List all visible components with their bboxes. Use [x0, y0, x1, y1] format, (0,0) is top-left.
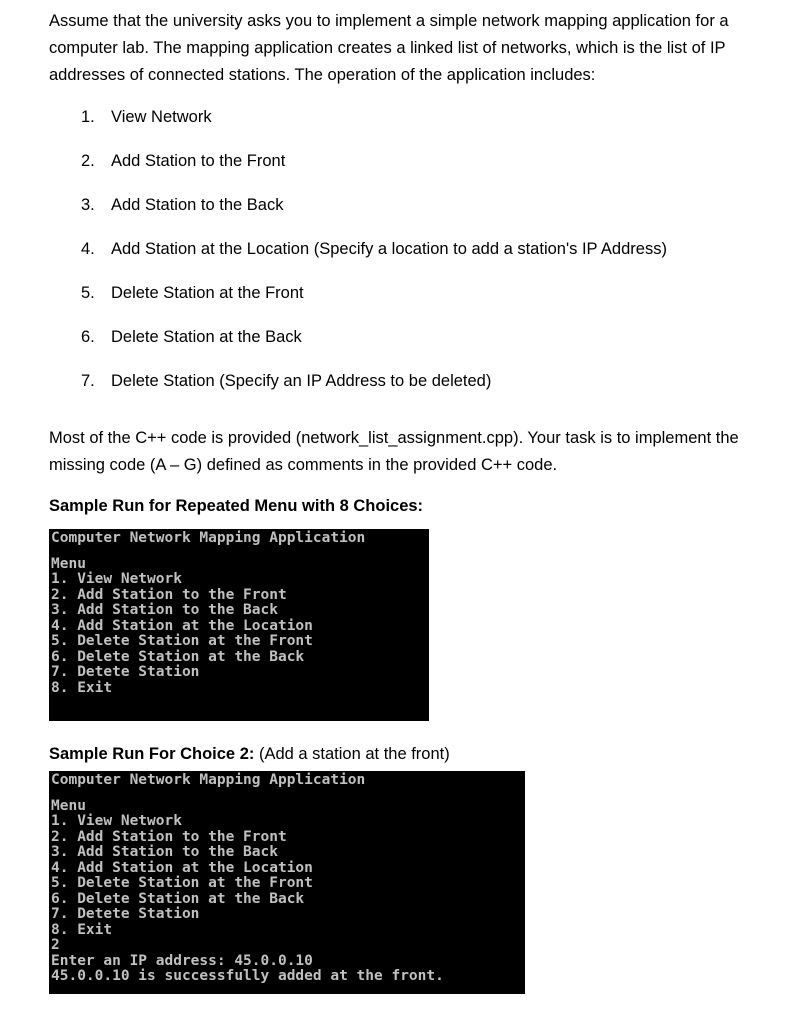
list-item	[81, 327, 789, 371]
list-item-label: View Network	[111, 108, 212, 126]
console-line: 3. Add Station to the Back	[51, 844, 278, 860]
console-line: 4. Add Station at the Location	[51, 859, 313, 876]
list-item-label: Delete Station (Specify an IP Address to be deleted)	[111, 372, 492, 390]
sample-run-2-heading-bold: Sample Run For Choice 2:	[49, 745, 255, 763]
console-line: 6. Delete Station at the Back	[51, 890, 305, 907]
console-user-input: 2	[51, 937, 60, 953]
sample-run-2-heading	[49, 743, 789, 765]
console-line: 4. Add Station at the Location	[51, 617, 313, 634]
task-paragraph: Most of the C++ code is provided (network_list_assignment.cpp). Your task is to implement the missing code (A – G) defined as comments in the provided C++ code.	[49, 429, 739, 474]
console-line: 8. Exit	[51, 679, 113, 696]
list-item-number: 7.	[81, 372, 95, 390]
console-line: 5. Delete Station at the Front	[51, 875, 313, 891]
list-item-number: 5.	[81, 284, 95, 302]
list-item-label: Delete Station at the Back	[111, 328, 302, 346]
console-title: Computer Network Mapping Application	[51, 530, 366, 546]
list-item	[81, 371, 789, 415]
console-screenshot-menu	[49, 529, 429, 721]
list-item	[81, 239, 789, 283]
list-item	[81, 195, 789, 239]
list-item-number: 6.	[81, 328, 95, 346]
console-menu-label: Menu	[51, 797, 86, 814]
list-item-number: 1.	[81, 108, 95, 126]
list-item	[81, 283, 789, 327]
console-line: 5. Delete Station at the Front	[51, 633, 313, 649]
operations-list	[49, 107, 789, 415]
console-line: 8. Exit	[51, 921, 113, 938]
list-item-number: 2.	[81, 152, 95, 170]
console-line: 1. View Network	[51, 571, 182, 587]
list-item-label: Add Station to the Front	[111, 152, 286, 170]
list-item	[81, 151, 789, 195]
console-title: Computer Network Mapping Application	[51, 772, 366, 788]
list-item	[81, 107, 789, 151]
intro-paragraph: Assume that the university asks you to implement a simple network mapping application for a computer lab. The mapping application creates a linked list of networks, which is the list of IP addresses of connected stations. The operation of the application includes:	[49, 12, 729, 84]
list-item-label: Add Station at the Location (Specify a location to add a station's IP Address)	[111, 240, 667, 258]
console-line: 1. View Network	[51, 813, 182, 829]
list-item-label: Add Station to the Back	[111, 196, 284, 214]
list-item-label: Delete Station at the Front	[111, 284, 304, 302]
sample-run-1-heading: Sample Run for Repeated Menu with 8 Choices:	[49, 497, 424, 515]
list-item-number: 4.	[81, 240, 95, 258]
console-line: 7. Detete Station	[51, 664, 200, 680]
list-item-number: 3.	[81, 196, 95, 214]
console-line: 2. Add Station to the Front	[51, 586, 287, 603]
console-line: 6. Delete Station at the Back	[51, 648, 305, 665]
console-line: 2. Add Station to the Front	[51, 828, 287, 845]
console-screenshot-choice-2	[49, 771, 525, 994]
console-line: 7. Detete Station	[51, 906, 200, 922]
console-result-message: 45.0.0.10 is successfully added at the front.	[51, 968, 444, 984]
document	[49, 8, 789, 994]
console-menu-label: Menu	[51, 555, 86, 572]
console-ip-prompt: Enter an IP address: 45.0.0.10	[51, 952, 313, 969]
console-line: 3. Add Station to the Back	[51, 602, 278, 618]
sample-run-2-heading-note: (Add a station at the front)	[254, 745, 450, 763]
